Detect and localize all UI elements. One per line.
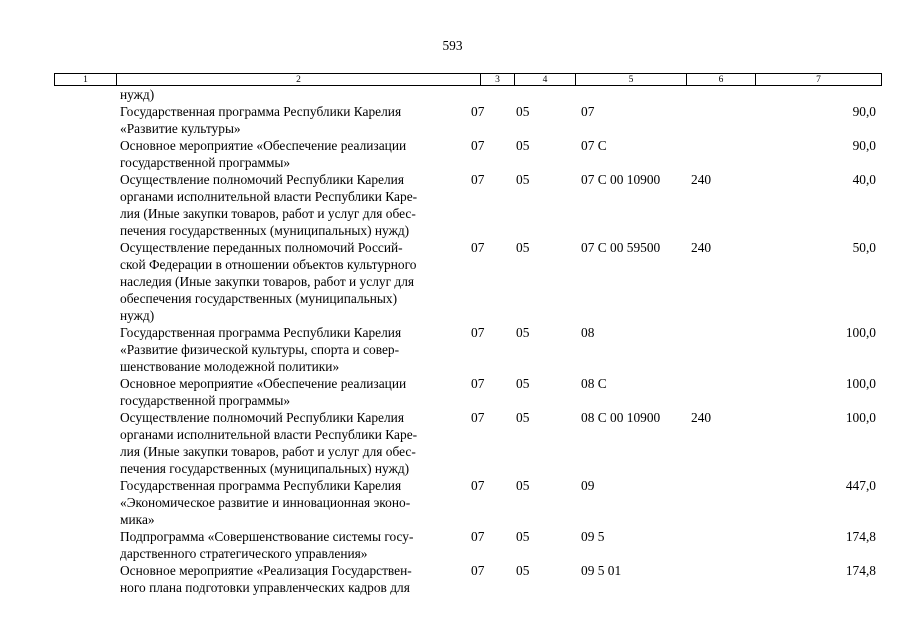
target-article-code: 09 5 01: [581, 563, 622, 578]
expense-type-code: 240: [691, 410, 712, 425]
column-number-4: 4: [515, 74, 576, 86]
column-number-7: 7: [756, 74, 882, 86]
description-line: шенствование молодежной политики»: [120, 359, 340, 374]
amount: 100,0: [845, 410, 876, 425]
amount: 447,0: [845, 478, 876, 493]
description-line: нужд): [120, 87, 155, 102]
description-line: наследия (Иные закупки товаров, работ и услуг для: [120, 274, 415, 289]
description-line: ного плана подготовки управленческих кадров для: [120, 580, 410, 595]
description-line: мика»: [120, 512, 155, 527]
amount: 40,0: [852, 172, 876, 187]
description-line: дарственного стратегического управления»: [120, 546, 368, 561]
expense-type-code: 240: [691, 172, 712, 187]
row-description: [120, 324, 465, 375]
section-code: 07: [471, 563, 485, 578]
column-header-row: [54, 73, 882, 86]
description-line: Основное мероприятие «Обеспечение реализации: [120, 376, 407, 391]
subsection-code: 05: [516, 529, 530, 544]
description-line: государственной программы»: [120, 393, 291, 408]
target-article-code: 09 5: [581, 529, 605, 544]
row-description: [120, 103, 465, 137]
budget-table-body: [0, 86, 905, 596]
description-line: Осуществление полномочий Республики Карелия: [120, 172, 404, 187]
column-number-3: 3: [481, 74, 515, 86]
row-description: [120, 528, 465, 562]
target-article-code: 08 С: [581, 376, 607, 391]
target-article-code: 07 С 00 10900: [581, 172, 661, 187]
description-line: Подпрограмма «Совершенствование системы госу-: [120, 529, 414, 544]
table-row: [0, 528, 905, 562]
row-description: [120, 171, 465, 239]
expense-type-code: 240: [691, 240, 712, 255]
table-row: [0, 409, 905, 477]
description-line: Основное мероприятие «Обеспечение реализации: [120, 138, 407, 153]
subsection-code: 05: [516, 478, 530, 493]
subsection-code: 05: [516, 563, 530, 578]
description-line: Осуществление переданных полномочий Россий-: [120, 240, 403, 255]
table-row: [0, 171, 905, 239]
section-code: 07: [471, 529, 485, 544]
table-row: [0, 324, 905, 375]
subsection-code: 05: [516, 240, 530, 255]
table-row: [0, 375, 905, 409]
table-row: [0, 103, 905, 137]
section-code: 07: [471, 410, 485, 425]
table-row: [0, 239, 905, 324]
description-line: лия (Иные закупки товаров, работ и услуг для обес-: [120, 206, 416, 221]
description-line: Основное мероприятие «Реализация Государствен-: [120, 563, 412, 578]
description-line: Государственная программа Республики Карелия: [120, 104, 402, 119]
column-number-1: 1: [55, 74, 117, 86]
description-line: государственной программы»: [120, 155, 291, 170]
description-line: «Экономическое развитие и инновационная эконо-: [120, 495, 411, 510]
column-number-6: 6: [687, 74, 756, 86]
description-line: печения государственных (муниципальных) нужд): [120, 223, 410, 238]
target-article-code: 07: [581, 104, 595, 119]
row-description: [120, 239, 465, 324]
description-line: печения государственных (муниципальных) нужд): [120, 461, 410, 476]
row-description: [120, 409, 465, 477]
row-description: [120, 562, 465, 596]
amount: 90,0: [852, 138, 876, 153]
row-description: [120, 477, 465, 528]
description-line: Государственная программа Республики Карелия: [120, 478, 402, 493]
description-line: Государственная программа Республики Карелия: [120, 325, 402, 340]
table-row: [0, 477, 905, 528]
section-code: 07: [471, 172, 485, 187]
description-line: органами исполнительной власти Республики Каре-: [120, 189, 418, 204]
target-article-code: 07 С 00 59500: [581, 240, 661, 255]
target-article-code: 09: [581, 478, 595, 493]
description-line: нужд): [120, 308, 155, 323]
section-code: 07: [471, 478, 485, 493]
description-line: органами исполнительной власти Республики Каре-: [120, 427, 418, 442]
amount: 50,0: [852, 240, 876, 255]
description-line: лия (Иные закупки товаров, работ и услуг для обес-: [120, 444, 416, 459]
row-description: [120, 86, 465, 103]
column-number-5: 5: [576, 74, 687, 86]
subsection-code: 05: [516, 104, 530, 119]
row-description: [120, 137, 465, 171]
table-row: [0, 137, 905, 171]
subsection-code: 05: [516, 172, 530, 187]
section-code: 07: [471, 104, 485, 119]
section-code: 07: [471, 240, 485, 255]
row-description: [120, 375, 465, 409]
amount: 100,0: [845, 325, 876, 340]
subsection-code: 05: [516, 376, 530, 391]
target-article-code: 08: [581, 325, 595, 340]
target-article-code: 08 С 00 10900: [581, 410, 661, 425]
description-line: обеспечения государственных (муниципальных): [120, 291, 398, 306]
table-row: [0, 86, 905, 103]
amount: 100,0: [845, 376, 876, 391]
table-row: [0, 562, 905, 596]
amount: 90,0: [852, 104, 876, 119]
page-number: 593: [442, 38, 463, 53]
description-line: Осуществление полномочий Республики Карелия: [120, 410, 404, 425]
subsection-code: 05: [516, 410, 530, 425]
section-code: 07: [471, 138, 485, 153]
description-line: «Развитие культуры»: [120, 121, 241, 136]
section-code: 07: [471, 325, 485, 340]
description-line: ской Федерации в отношении объектов культурного: [120, 257, 417, 272]
column-number-2: 2: [117, 74, 481, 86]
target-article-code: 07 С: [581, 138, 607, 153]
description-line: «Развитие физической культуры, спорта и совер-: [120, 342, 400, 357]
amount: 174,8: [845, 529, 876, 544]
amount: 174,8: [845, 563, 876, 578]
subsection-code: 05: [516, 138, 530, 153]
section-code: 07: [471, 376, 485, 391]
subsection-code: 05: [516, 325, 530, 340]
